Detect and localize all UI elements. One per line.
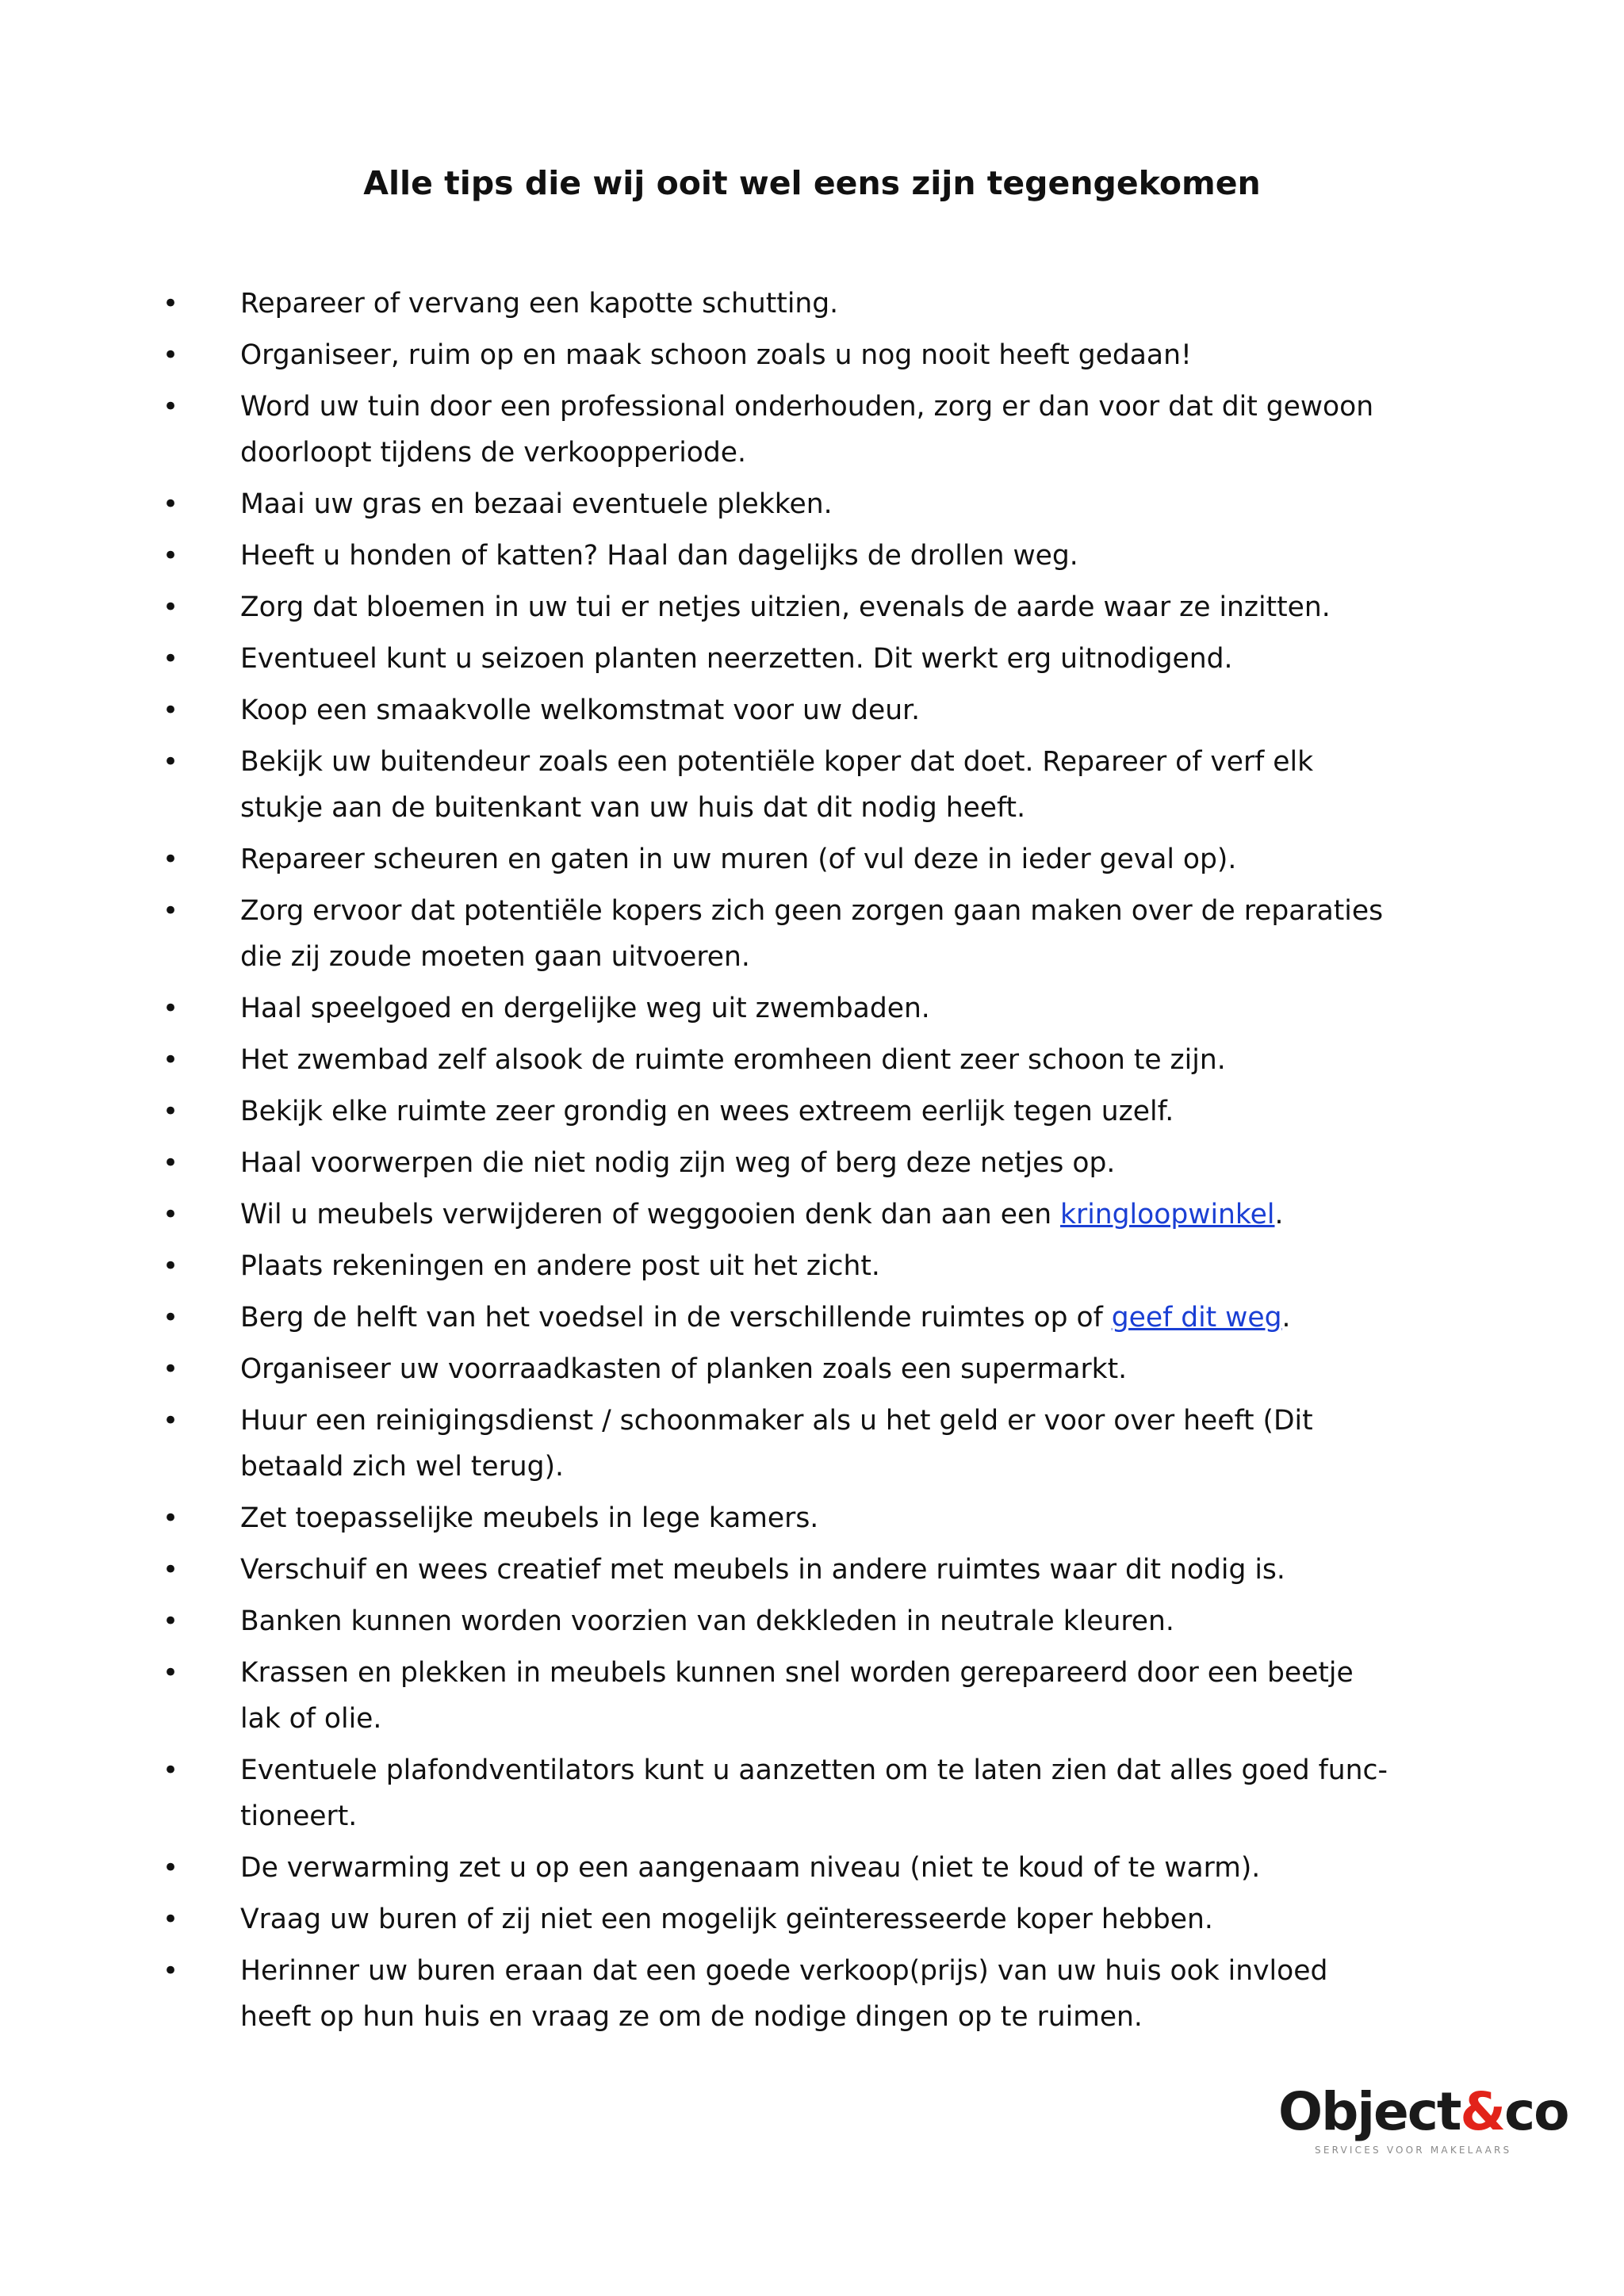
bullet-icon: • (163, 1250, 179, 1282)
tip-line-text: Banken kunnen worden voorzien van dekkleden in neutrale kleuren. (240, 1605, 1174, 1637)
tip-text (240, 384, 1398, 476)
bullet-icon: • (163, 1554, 179, 1586)
logo-text-co: co (1503, 2081, 1568, 2142)
tip-line-text: Wil u meubels verwijderen of weggooien denk dan aan een (240, 1199, 1061, 1230)
bullet-icon: • (163, 993, 179, 1024)
bullet-icon: • (163, 746, 179, 778)
bullet-icon: • (163, 1147, 179, 1179)
bullet-icon: • (163, 1955, 179, 1987)
tip-line (240, 1346, 1398, 1392)
tip-text (240, 1243, 1398, 1289)
tip-text (240, 1346, 1398, 1392)
tip-line (240, 1994, 1398, 2040)
tip-line (240, 1243, 1398, 1289)
tip-line (240, 1948, 1398, 1994)
tip-text (240, 1896, 1398, 1942)
bullet-icon: • (163, 288, 179, 320)
tip-line (240, 1696, 1398, 1742)
tip-text (240, 836, 1398, 882)
tip-line (240, 687, 1398, 733)
tip-line-text: stukje aan de buitenkant van uw huis dat dit nodig heeft. (240, 792, 1026, 824)
bullet-icon: • (163, 1096, 179, 1127)
tip-line (240, 384, 1398, 430)
tip-line-text: Zorg dat bloemen in uw tui er netjes uitzien, evenals de aarde waar ze inzitten. (240, 591, 1331, 623)
tip-text (240, 1747, 1398, 1839)
tip-line-text: Verschuif en wees creatief met meubels in andere ruimtes waar dit nodig is. (240, 1554, 1285, 1586)
tip-text (240, 533, 1398, 579)
tip-line (240, 1295, 1398, 1341)
tip-text (240, 332, 1398, 378)
tip-text (240, 1845, 1398, 1891)
document-title: Alle tips die wij ooit wel eens zijn tegengekomen (363, 164, 1261, 202)
tip-line-text: Eventuele plafondventilators kunt u aanzetten om te laten zien dat alles goed func- (240, 1755, 1388, 1786)
tip-line-text: Word uw tuin door een professional onderhouden, zorg er dan voor dat dit gewoon (240, 391, 1374, 423)
tip-line-text: Zorg ervoor dat potentiële kopers zich geen zorgen gaan maken over de reparaties (240, 895, 1384, 927)
tip-line-text: Bekijk uw buitendeur zoals een potentiële koper dat doet. Repareer of verf elk (240, 746, 1314, 778)
bullet-icon: • (163, 591, 179, 623)
tip-line-text: Koop een smaakvolle welkomstmat voor uw deur. (240, 695, 921, 726)
tip-line (240, 836, 1398, 882)
bullet-icon: • (163, 1605, 179, 1637)
tip-text (240, 1089, 1398, 1135)
tip-link-suffix: . (1274, 1199, 1284, 1230)
bullet-icon: • (163, 695, 179, 726)
tip-line-text: Maai uw gras en bezaai eventuele plekken. (240, 488, 833, 520)
tip-text (240, 1948, 1398, 2040)
tip-line-text: Eventueel kunt u seizoen planten neerzetten. Dit werkt erg uitnodigend. (240, 643, 1233, 675)
tip-line-text: heeft op hun huis en vraag ze om de nodige dingen op te ruimen. (240, 2001, 1143, 2033)
tip-line (240, 1547, 1398, 1593)
tip-line-text: betaald zich wel terug). (240, 1451, 565, 1483)
bullet-icon: • (163, 1657, 179, 1689)
bullet-icon: • (163, 488, 179, 520)
tip-line-text: Herinner uw buren eraan dat een goede verkoop(prijs) van uw huis ook invloed (240, 1955, 1328, 1987)
bullet-icon: • (163, 1302, 179, 1334)
tip-line (240, 1896, 1398, 1942)
bullet-icon: • (163, 1852, 179, 1884)
tip-text (240, 1650, 1398, 1742)
tip-text (240, 1192, 1398, 1238)
bullet-icon: • (163, 1755, 179, 1786)
bullet-icon: • (163, 391, 179, 423)
tip-text (240, 636, 1398, 682)
bullet-icon: • (163, 540, 179, 572)
tip-line-text: Repareer scheuren en gaten in uw muren (of vul deze in ieder geval op). (240, 844, 1237, 875)
tip-line (240, 1598, 1398, 1644)
tip-line-text: Organiseer uw voorraadkasten of planken zoals een supermarkt. (240, 1353, 1128, 1385)
tip-line (240, 1089, 1398, 1135)
tip-line (240, 1037, 1398, 1083)
bullet-icon: • (163, 1904, 179, 1935)
tip-line-text: Berg de helft van het voedsel in de verschillende ruimtes op of (240, 1302, 1112, 1334)
bullet-icon: • (163, 1353, 179, 1385)
tip-text (240, 1037, 1398, 1083)
tip-line (240, 1444, 1398, 1490)
bullet-icon: • (163, 1044, 179, 1076)
tip-line-text: Vraag uw buren of zij niet een mogelijk geïnteresseerde koper hebben. (240, 1904, 1213, 1935)
tip-text (240, 1140, 1398, 1186)
tip-line (240, 636, 1398, 682)
bullet-icon: • (163, 844, 179, 875)
tip-text (240, 687, 1398, 733)
tip-line (240, 1398, 1398, 1444)
bullet-icon: • (163, 1502, 179, 1534)
tip-line (240, 1845, 1398, 1891)
tip-line (240, 739, 1398, 785)
tip-line (240, 785, 1398, 831)
tip-text (240, 1598, 1398, 1644)
tip-link[interactable]: kringloopwinkel (1060, 1199, 1275, 1230)
tip-text (240, 985, 1398, 1031)
tip-line (240, 1650, 1398, 1696)
tip-line (240, 1140, 1398, 1186)
tip-line (240, 533, 1398, 579)
tip-line-text: doorloopt tijdens de verkoopperiode. (240, 437, 746, 469)
tip-text (240, 1495, 1398, 1541)
tip-line-text: Bekijk elke ruimte zeer grondig en wees extreem eerlijk tegen uzelf. (240, 1096, 1174, 1127)
tip-text (240, 481, 1398, 527)
tip-line-text: Plaats rekeningen en andere post uit het zicht. (240, 1250, 880, 1282)
tip-text (240, 888, 1398, 980)
tip-text (240, 584, 1398, 630)
bullet-icon: • (163, 643, 179, 675)
tip-line (240, 934, 1398, 980)
tip-line-text: die zij zoude moeten gaan uitvoeren. (240, 941, 750, 973)
tip-text (240, 1398, 1398, 1490)
tip-line (240, 1192, 1398, 1238)
tip-line (240, 430, 1398, 476)
bullet-icon: • (163, 895, 179, 927)
tip-line-text: lak of olie. (240, 1703, 382, 1735)
tip-text (240, 1547, 1398, 1593)
tip-line (240, 281, 1398, 327)
tip-line (240, 332, 1398, 378)
tip-line-text: Organiseer, ruim op en maak schoon zoals u nog nooit heeft gedaan! (240, 339, 1192, 371)
logo-tagline: SERVICES VOOR MAKELAARS (1315, 2145, 1512, 2156)
tip-line (240, 1747, 1398, 1793)
object-co-logo (1278, 2072, 1568, 2160)
bullet-icon: • (163, 339, 179, 371)
logo-text (1278, 2081, 1568, 2142)
tip-line (240, 481, 1398, 527)
tip-line-text: De verwarming zet u op een aangenaam niveau (niet te koud of te warm). (240, 1852, 1261, 1884)
tip-link-suffix: . (1281, 1302, 1291, 1334)
tip-line (240, 985, 1398, 1031)
logo-text-object: Object (1278, 2081, 1461, 2142)
tip-line (240, 1793, 1398, 1839)
tip-link[interactable]: geef dit weg (1111, 1302, 1282, 1334)
tip-line (240, 888, 1398, 934)
tip-line-text: Repareer of vervang een kapotte schutting. (240, 288, 839, 320)
tip-line-text: Krassen en plekken in meubels kunnen snel worden gerepareerd door een beetje (240, 1657, 1354, 1689)
tip-line-text: Huur een reinigingsdienst / schoonmaker als u het geld er voor over heeft (Dit (240, 1405, 1313, 1437)
tip-line-text: tioneert. (240, 1800, 358, 1832)
tip-text (240, 739, 1398, 831)
tip-line (240, 584, 1398, 630)
tip-line (240, 1495, 1398, 1541)
tip-line-text: Heeft u honden of katten? Haal dan dagelijks de drollen weg. (240, 540, 1078, 572)
tip-text (240, 281, 1398, 327)
bullet-icon: • (163, 1405, 179, 1437)
tip-text (240, 1295, 1398, 1341)
bullet-icon: • (163, 1199, 179, 1230)
logo-text-ampersand: & (1460, 2081, 1504, 2142)
tip-line-text: Haal voorwerpen die niet nodig zijn weg of berg deze netjes op. (240, 1147, 1116, 1179)
tip-line-text: Haal speelgoed en dergelijke weg uit zwembaden. (240, 993, 930, 1024)
tip-line-text: Het zwembad zelf alsook de ruimte eromheen dient zeer schoon te zijn. (240, 1044, 1226, 1076)
tip-line-text: Zet toepasselijke meubels in lege kamers. (240, 1502, 819, 1534)
